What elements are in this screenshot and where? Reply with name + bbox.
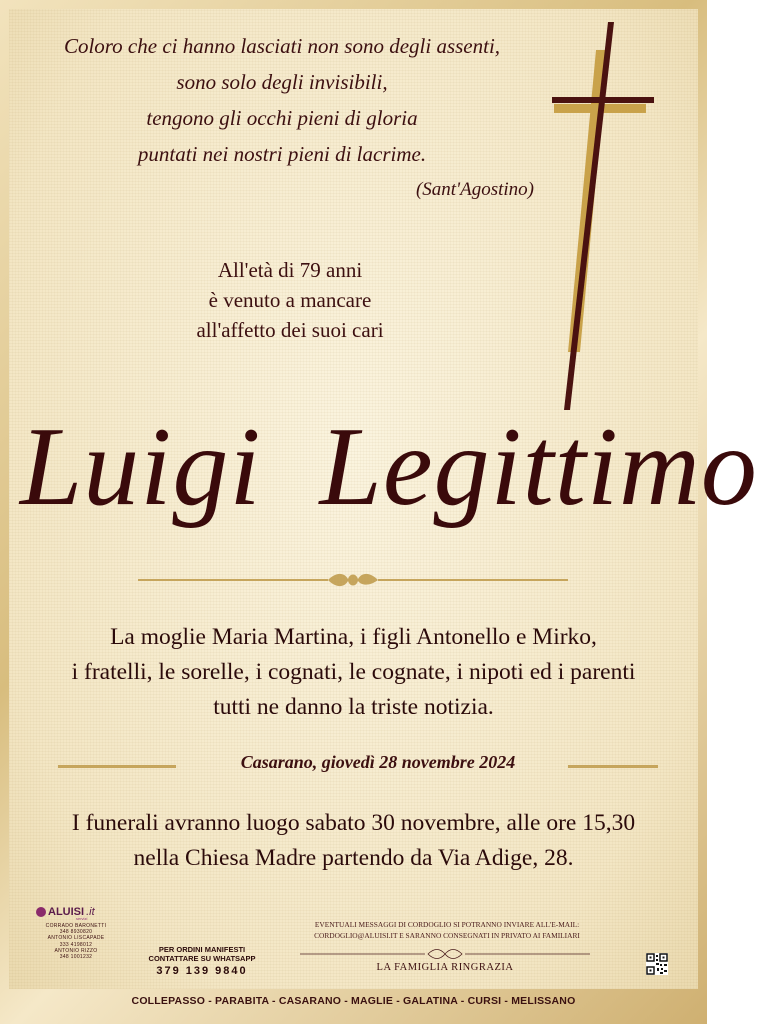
contact-phone: 348 8930820: [59, 929, 93, 936]
contact-phone: 348 1001232: [59, 954, 93, 961]
quote-author: (Sant'Agostino): [415, 179, 534, 200]
logo-mark-icon: [36, 907, 46, 917]
thanks-ornament: [300, 948, 590, 960]
contact-name: ANTONIO LISCAPADE: [47, 935, 105, 942]
cross-icon: [548, 22, 660, 414]
brand-name: ALUISI: [48, 906, 85, 918]
condolence-line: CORDOGLIO@ALUISI.IT E SARANNO CONSEGNATI IN PRIVATO AI FAMILIARI: [314, 931, 580, 940]
brand-sub: servizi: [76, 916, 88, 921]
funeral-line: I funerali avranno luogo sabato 30 novembre, alle ore 15,30: [71, 810, 636, 836]
agency-cities: COLLEPASSO - PARABITA - CASARANO - MAGLIE - GALATINA - CURSI - MELISSANO: [131, 995, 576, 1007]
condolence-info: [268, 919, 626, 941]
last-name: Legittimo: [319, 405, 758, 529]
quote-line: puntati nei nostri pieni di lacrime.: [137, 142, 427, 166]
orders-info: [128, 945, 276, 979]
ornament-divider: [138, 570, 568, 594]
age-line: all'affetto dei suoi cari: [196, 318, 384, 342]
announcement-text: [20, 620, 687, 725]
announcement-line: La moglie Maria Martina, i figli Antonello e Mirko,: [110, 624, 597, 650]
condolence-line: EVENTUALI MESSAGGI DI CORDOGLIO SI POTRANNO INVIARE ALL'E-MAIL:: [314, 920, 580, 929]
quote-line: Coloro che ci hanno lasciati non sono degli assenti,: [63, 34, 501, 58]
date-right-rule: [568, 765, 658, 768]
age-line: è venuto a mancare: [208, 288, 372, 312]
first-name: Luigi: [20, 405, 262, 529]
qr-code-icon: [646, 953, 668, 975]
agency-brand: [36, 906, 116, 960]
deceased-name: [20, 392, 758, 542]
family-thanks: LA FAMIGLIA RINGRAZIA: [376, 962, 514, 973]
brand-suffix: .it: [86, 906, 95, 918]
quote-line: sono solo degli invisibili,: [176, 70, 388, 94]
contact-name: CORRADO BARONETTI: [45, 923, 107, 929]
age-notice: [120, 255, 460, 345]
agency-contacts: [36, 923, 116, 960]
date-row: [58, 750, 658, 780]
announcement-date: Casarano, giovedì 28 novembre 2024: [240, 752, 516, 772]
contact-phone: 333 4198012: [59, 941, 93, 948]
quote-line: tengono gli occhi pieni di gloria: [146, 106, 418, 130]
whatsapp-phone: 379 139 9840: [156, 965, 248, 977]
funeral-details: [20, 806, 687, 876]
orders-line: CONTATTARE SU WHATSAPP: [148, 954, 256, 963]
announcement-line: tutti ne danno la triste notizia.: [213, 694, 494, 720]
announcement-line: i fratelli, le sorelle, i cognati, le cognate, i nipoti ed i parenti: [71, 659, 636, 685]
funeral-line: nella Chiesa Madre partendo da Via Adige, 28.: [133, 845, 574, 871]
age-line: All'età di 79 anni: [217, 258, 363, 282]
contact-name: ANTONIO RIZZO: [54, 947, 98, 954]
memorial-quote: [22, 28, 542, 208]
date-left-rule: [58, 765, 176, 768]
orders-line: PER ORDINI MANIFESTI: [158, 945, 246, 954]
